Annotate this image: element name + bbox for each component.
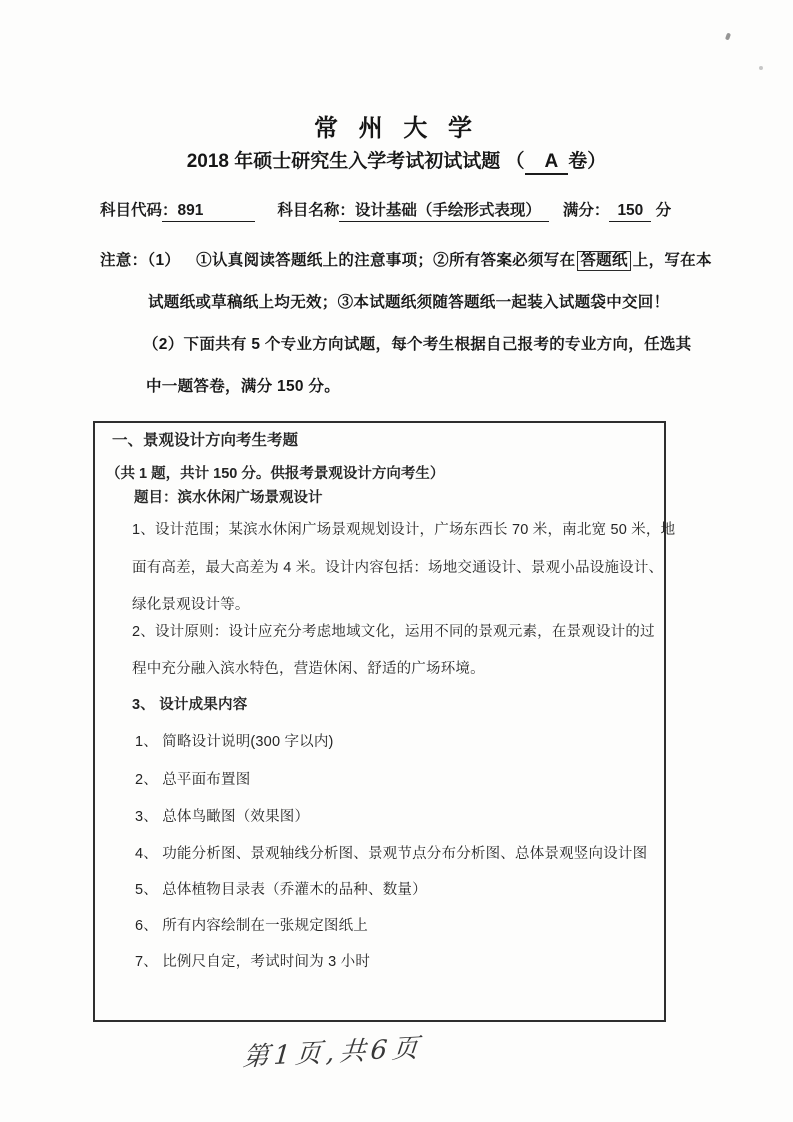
subject-name-label: 科目名称 (277, 202, 340, 219)
notes-line1-tail: 上，写在本 (632, 252, 712, 269)
notes-line4-bold: 中一题答卷 (146, 378, 226, 395)
deliverable-item: 4、 功能分析图、景观轴线分析图、景观节点分布分析图、总体景观竖向设计图 (135, 846, 648, 862)
subject-code-value: ：891 (162, 202, 255, 222)
notes-line-1 (100, 248, 712, 270)
paren-open: （ (505, 151, 525, 172)
notes-line4-rest: ，满分 150 分。 (225, 378, 340, 395)
question-box-subheading: （共 1 题，共计 150 分。供报考景观设计方向考生） (106, 466, 445, 482)
boxed-answer-sheet-term: 答题纸 (577, 251, 630, 271)
subject-code-label: 科目代码 (100, 202, 163, 219)
score-value: 150 (609, 202, 651, 222)
paren-close: 卷） (568, 151, 607, 172)
university-title: 常 州 大 学 (313, 115, 479, 142)
scan-speck (725, 33, 731, 41)
paragraph2-line: 2、设计原则：设计应充分考虑地域文化，运用不同的景观元素，在景观设计的过 (132, 624, 655, 640)
deliverable-item: 5、 总体植物目录表（乔灌木的品种、数量） (135, 882, 427, 898)
subject-name-value: ：设计基础（手绘形式表现） (339, 202, 549, 222)
handwritten-page-number: 第1页,共6页 (241, 1033, 425, 1073)
question-box-heading: 一、景观设计方向考生考题 (112, 432, 299, 449)
deliverable-item: 7、 比例尺自定，考试时间为 3 小时 (135, 954, 371, 970)
paragraph2-line: 程中充分融入滨水特色，营造休闲、舒适的广场环境。 (132, 661, 485, 677)
notes-line1-text: ①认真阅读答题纸上的注意事项；②所有答案必须写在 (196, 252, 576, 269)
section3-heading: 3、 设计成果内容 (132, 697, 248, 713)
notes-line3-bold: 任选其 (644, 336, 692, 353)
deliverable-item: 3、 总体鸟瞰图（效果图） (135, 809, 310, 825)
score-label: 满分： (562, 202, 610, 219)
subject-line (100, 198, 671, 220)
notes-line-4 (146, 374, 340, 396)
notes-line-3 (143, 332, 691, 354)
paragraph1-line: 面有高差，最大高差为 4 米。设计内容包括：场地交通设计、景观小品设施设计、 (132, 560, 664, 576)
notes-label: 注意：（1） (100, 252, 181, 269)
paper-letter: A (525, 151, 569, 175)
scan-speck (759, 66, 763, 70)
paragraph1-line: 绿化景观设计等。 (132, 597, 250, 613)
exam-title (0, 146, 793, 173)
deliverable-item: 2、 总平面布置图 (135, 772, 251, 788)
paragraph1-line: 1、设计范围；某滨水休闲广场景观规划设计，广场东西长 70 米，南北宽 50 米，地 (132, 522, 676, 538)
question-topic: 题目：滨水休闲广场景观设计 (134, 490, 323, 506)
deliverable-item: 1、 简略设计说明(300 字以内) (135, 734, 334, 750)
exam-title-text: 2018 年硕士研究生入学考试初试试题 (186, 151, 501, 172)
deliverable-item: 6、 所有内容绘制在一张规定图纸上 (135, 918, 368, 934)
notes-line-2: 试题纸或草稿纸上均无效；③本试题纸须随答题纸一起装入试题袋中交回！ (148, 294, 670, 311)
question-box (93, 421, 676, 1022)
notes-line3-text: （2）下面共有 5 个专业方向试题，每个考生根据自己报考的专业方向， (143, 336, 645, 353)
score-unit: 分 (655, 202, 672, 219)
